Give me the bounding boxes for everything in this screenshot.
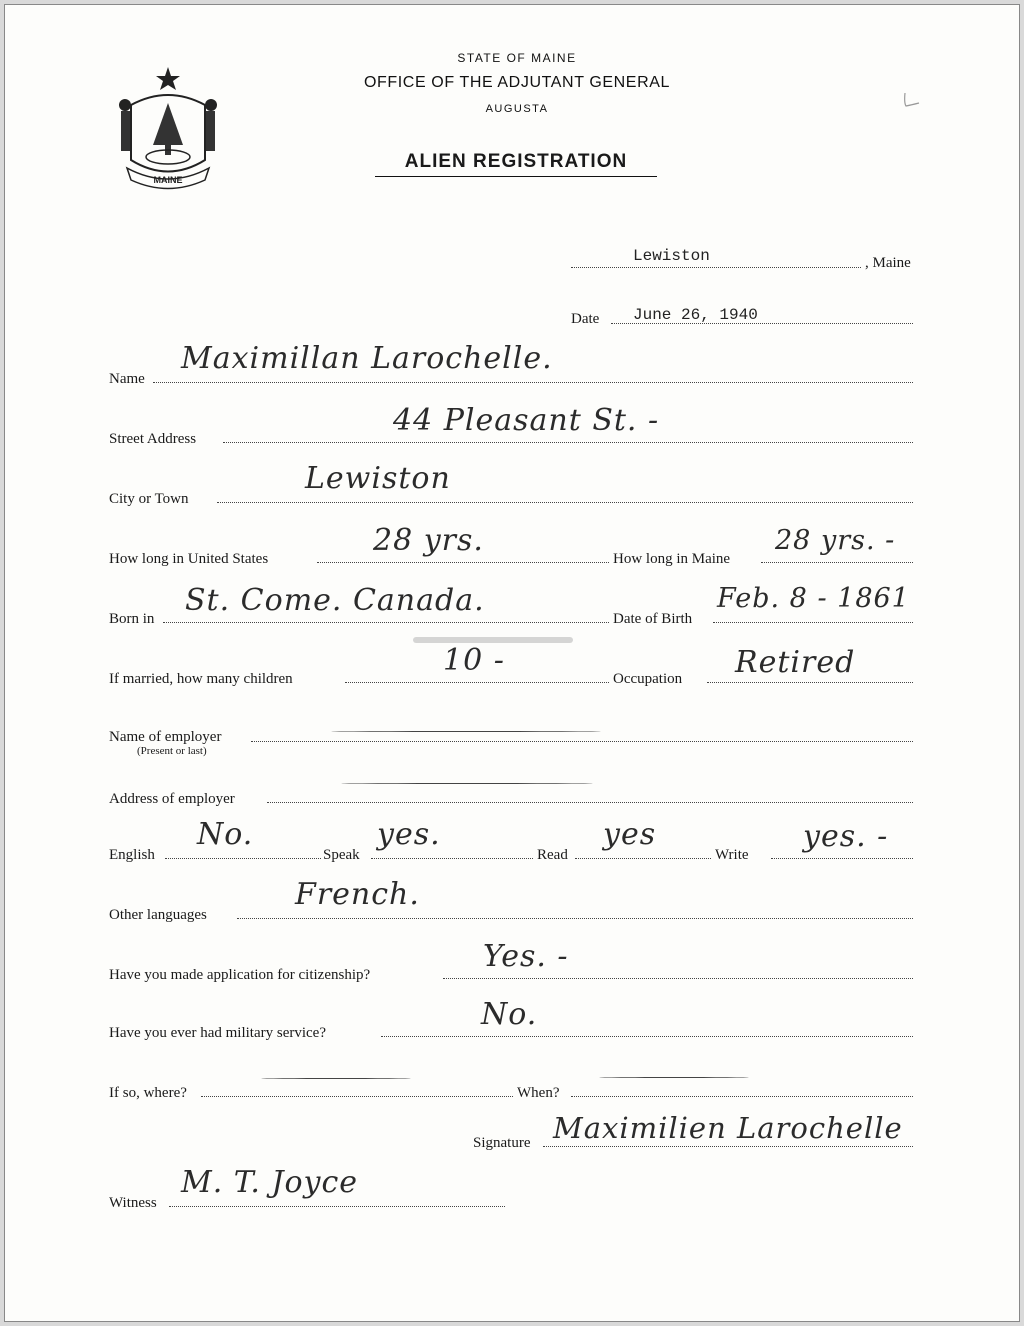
dob-label: Date of Birth <box>613 611 693 627</box>
military-value: No. <box>481 997 538 1032</box>
write-label: Write <box>715 847 749 863</box>
how-long-maine-label: How long in Maine <box>613 551 731 567</box>
employer-address-dash-stroke <box>341 783 593 784</box>
read-value: yes <box>603 817 657 852</box>
employer-note: (Present or last) <box>137 745 207 757</box>
born-in-label: Born in <box>109 611 155 627</box>
signature-label: Signature <box>473 1135 531 1151</box>
signature-value: Maximilien Larochelle <box>553 1111 903 1145</box>
city-label: City or Town <box>109 491 189 507</box>
form-title: ALIEN REGISTRATION <box>375 151 657 177</box>
header-city: AUGUSTA <box>485 103 549 115</box>
employer-label: Name of employer <box>109 729 222 745</box>
how-long-maine-value: 28 yrs. - <box>775 525 896 556</box>
header-state: STATE OF MAINE <box>457 51 577 65</box>
where-label: If so, where? <box>109 1085 187 1101</box>
other-languages-label: Other languages <box>109 907 207 923</box>
english-label: English <box>109 847 155 863</box>
where-dash-stroke <box>261 1078 411 1079</box>
citizenship-value: Yes. - <box>483 939 569 974</box>
when-label: When? <box>517 1085 560 1101</box>
maine-label: , Maine <box>865 255 911 271</box>
street-label: Street Address <box>109 431 197 447</box>
children-value: 10 - <box>443 643 505 678</box>
how-long-us-label: How long in United States <box>109 551 269 567</box>
name-value: Maximillan Larochelle. <box>181 341 553 376</box>
city-value: Lewiston <box>305 461 451 496</box>
write-value: yes. - <box>803 819 889 854</box>
how-long-us-value: 28 yrs. <box>373 523 484 558</box>
name-label: Name <box>109 371 145 387</box>
form-sheet <box>4 4 1020 1322</box>
seal-text: MAINE <box>153 175 183 185</box>
english-value: No. <box>197 817 254 852</box>
speak-value: yes. <box>377 817 441 852</box>
witness-label: Witness <box>109 1195 157 1211</box>
street-value: 44 Pleasant St. - <box>393 403 660 438</box>
pencil-tick-mark <box>901 91 921 111</box>
citizenship-label: Have you made application for citizenship? <box>109 967 371 983</box>
dob-value: Feb. 8 - 1861 <box>717 583 910 614</box>
employer-dash-stroke <box>331 731 601 732</box>
header-office: OFFICE OF THE ADJUTANT GENERAL <box>363 74 671 91</box>
employer-address-label: Address of employer <box>109 791 235 807</box>
occupation-value: Retired <box>735 645 856 680</box>
other-languages-value: French. <box>295 877 420 912</box>
date-label: Date <box>571 311 600 327</box>
when-dash-stroke <box>599 1077 749 1078</box>
born-in-value: St. Come. Canada. <box>185 583 485 618</box>
date-value: June 26, 1940 <box>633 306 758 324</box>
witness-value: M. T. Joyce <box>181 1165 359 1200</box>
town-value: Lewiston <box>633 247 710 265</box>
occupation-label: Occupation <box>613 671 683 687</box>
read-label: Read <box>537 847 568 863</box>
children-label: If married, how many children <box>109 671 293 687</box>
military-label: Have you ever had military service? <box>109 1025 326 1041</box>
speak-label: Speak <box>323 847 360 863</box>
